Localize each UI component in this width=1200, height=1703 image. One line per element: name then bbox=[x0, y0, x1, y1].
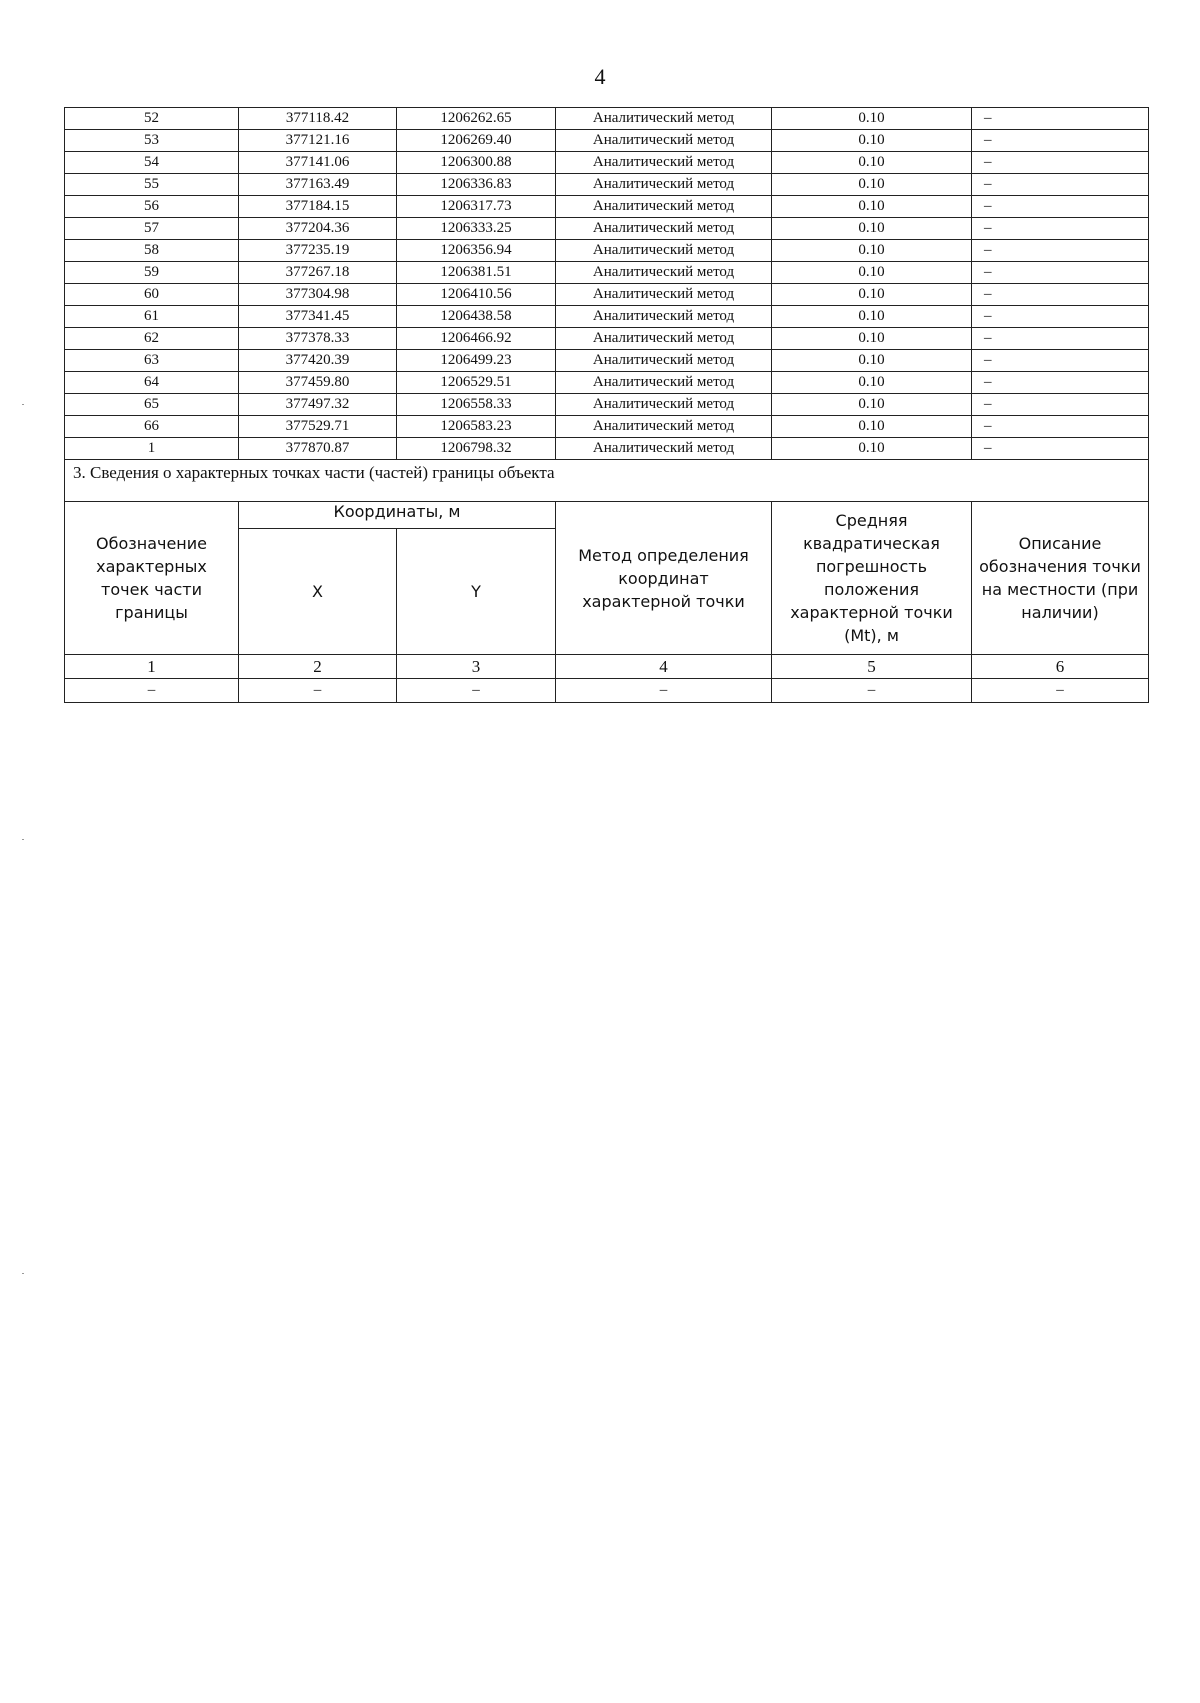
x-coordinate-cell: 377184.15 bbox=[239, 196, 397, 218]
accuracy-cell: 0.10 bbox=[772, 284, 972, 306]
description-cell: – bbox=[972, 130, 1149, 152]
point-cell: 1 bbox=[65, 438, 239, 460]
point-cell: 53 bbox=[65, 130, 239, 152]
empty-cell: – bbox=[972, 679, 1149, 703]
point-cell: 62 bbox=[65, 328, 239, 350]
point-cell: 59 bbox=[65, 262, 239, 284]
y-coordinate-cell: 1206529.51 bbox=[397, 372, 556, 394]
header-x: X bbox=[239, 529, 397, 655]
header-point: Обозначение характерных точек части границы bbox=[65, 502, 239, 655]
description-cell: – bbox=[972, 372, 1149, 394]
scan-speck bbox=[22, 839, 24, 840]
table-row bbox=[65, 196, 1149, 218]
point-cell: 57 bbox=[65, 218, 239, 240]
description-cell: – bbox=[972, 218, 1149, 240]
description-cell: – bbox=[972, 152, 1149, 174]
table-row bbox=[65, 438, 1149, 460]
y-coordinate-cell: 1206466.92 bbox=[397, 328, 556, 350]
accuracy-cell: 0.10 bbox=[772, 152, 972, 174]
method-cell: Аналитический метод bbox=[556, 328, 772, 350]
description-cell: – bbox=[972, 306, 1149, 328]
method-cell: Аналитический метод bbox=[556, 108, 772, 130]
method-cell: Аналитический метод bbox=[556, 350, 772, 372]
y-coordinate-cell: 1206262.65 bbox=[397, 108, 556, 130]
method-cell: Аналитический метод bbox=[556, 152, 772, 174]
table-row bbox=[65, 284, 1149, 306]
point-cell: 61 bbox=[65, 306, 239, 328]
table-row bbox=[65, 306, 1149, 328]
method-cell: Аналитический метод bbox=[556, 394, 772, 416]
description-cell: – bbox=[972, 350, 1149, 372]
point-cell: 66 bbox=[65, 416, 239, 438]
x-coordinate-cell: 377121.16 bbox=[239, 130, 397, 152]
point-cell: 54 bbox=[65, 152, 239, 174]
y-coordinate-cell: 1206336.83 bbox=[397, 174, 556, 196]
method-cell: Аналитический метод bbox=[556, 130, 772, 152]
header-accuracy: Средняя квадратическая погрешность положения характерной точки (Mt), м bbox=[772, 502, 972, 655]
boundary-points-table bbox=[64, 107, 1149, 703]
accuracy-cell: 0.10 bbox=[772, 394, 972, 416]
page-number: 4 bbox=[594, 64, 606, 89]
y-coordinate-cell: 1206438.58 bbox=[397, 306, 556, 328]
x-coordinate-cell: 377204.36 bbox=[239, 218, 397, 240]
x-coordinate-cell: 377235.19 bbox=[239, 240, 397, 262]
empty-cell: – bbox=[556, 679, 772, 703]
accuracy-cell: 0.10 bbox=[772, 350, 972, 372]
description-cell: – bbox=[972, 438, 1149, 460]
description-cell: – bbox=[972, 284, 1149, 306]
header-row bbox=[65, 502, 1149, 529]
y-coordinate-cell: 1206317.73 bbox=[397, 196, 556, 218]
x-coordinate-cell: 377459.80 bbox=[239, 372, 397, 394]
accuracy-cell: 0.10 bbox=[772, 328, 972, 350]
x-coordinate-cell: 377163.49 bbox=[239, 174, 397, 196]
description-cell: – bbox=[972, 174, 1149, 196]
accuracy-cell: 0.10 bbox=[772, 262, 972, 284]
accuracy-cell: 0.10 bbox=[772, 108, 972, 130]
description-cell: – bbox=[972, 416, 1149, 438]
table-row bbox=[65, 350, 1149, 372]
section-3-title-row bbox=[65, 460, 1149, 502]
point-cell: 64 bbox=[65, 372, 239, 394]
point-cell: 63 bbox=[65, 350, 239, 372]
section-3-title: 3. Сведения о характерных точках части (частей) границы объекта bbox=[65, 460, 1149, 502]
x-coordinate-cell: 377304.98 bbox=[239, 284, 397, 306]
accuracy-cell: 0.10 bbox=[772, 438, 972, 460]
point-cell: 60 bbox=[65, 284, 239, 306]
y-coordinate-cell: 1206356.94 bbox=[397, 240, 556, 262]
method-cell: Аналитический метод bbox=[556, 240, 772, 262]
table-row bbox=[65, 218, 1149, 240]
method-cell: Аналитический метод bbox=[556, 218, 772, 240]
y-coordinate-cell: 1206300.88 bbox=[397, 152, 556, 174]
description-cell: – bbox=[972, 262, 1149, 284]
scan-speck bbox=[22, 1273, 24, 1274]
column-number: 1 bbox=[65, 655, 239, 679]
table-row bbox=[65, 328, 1149, 350]
x-coordinate-cell: 377497.32 bbox=[239, 394, 397, 416]
table-row bbox=[65, 240, 1149, 262]
point-cell: 55 bbox=[65, 174, 239, 196]
x-coordinate-cell: 377870.87 bbox=[239, 438, 397, 460]
column-number: 4 bbox=[556, 655, 772, 679]
accuracy-cell: 0.10 bbox=[772, 196, 972, 218]
y-coordinate-cell: 1206410.56 bbox=[397, 284, 556, 306]
y-coordinate-cell: 1206499.23 bbox=[397, 350, 556, 372]
column-number-row bbox=[65, 655, 1149, 679]
method-cell: Аналитический метод bbox=[556, 416, 772, 438]
column-number: 2 bbox=[239, 655, 397, 679]
header-description: Описание обозначения точки на местности (при наличии) bbox=[972, 502, 1149, 655]
column-number: 3 bbox=[397, 655, 556, 679]
x-coordinate-cell: 377420.39 bbox=[239, 350, 397, 372]
scan-speck bbox=[22, 404, 24, 405]
table-row bbox=[65, 416, 1149, 438]
accuracy-cell: 0.10 bbox=[772, 306, 972, 328]
accuracy-cell: 0.10 bbox=[772, 372, 972, 394]
x-coordinate-cell: 377141.06 bbox=[239, 152, 397, 174]
x-coordinate-cell: 377341.45 bbox=[239, 306, 397, 328]
description-cell: – bbox=[972, 196, 1149, 218]
empty-data-row bbox=[65, 679, 1149, 703]
method-cell: Аналитический метод bbox=[556, 262, 772, 284]
accuracy-cell: 0.10 bbox=[772, 416, 972, 438]
description-cell: – bbox=[972, 240, 1149, 262]
table-row bbox=[65, 372, 1149, 394]
y-coordinate-cell: 1206558.33 bbox=[397, 394, 556, 416]
table-row bbox=[65, 174, 1149, 196]
header-y: Y bbox=[397, 529, 556, 655]
y-coordinate-cell: 1206381.51 bbox=[397, 262, 556, 284]
point-cell: 58 bbox=[65, 240, 239, 262]
empty-cell: – bbox=[239, 679, 397, 703]
method-cell: Аналитический метод bbox=[556, 174, 772, 196]
description-cell: – bbox=[972, 394, 1149, 416]
accuracy-cell: 0.10 bbox=[772, 240, 972, 262]
table-row bbox=[65, 152, 1149, 174]
method-cell: Аналитический метод bbox=[556, 284, 772, 306]
table-row bbox=[65, 108, 1149, 130]
point-cell: 56 bbox=[65, 196, 239, 218]
header-coordinates: Координаты, м bbox=[239, 502, 556, 529]
x-coordinate-cell: 377529.71 bbox=[239, 416, 397, 438]
table-row bbox=[65, 394, 1149, 416]
empty-cell: – bbox=[772, 679, 972, 703]
method-cell: Аналитический метод bbox=[556, 196, 772, 218]
point-cell: 65 bbox=[65, 394, 239, 416]
x-coordinate-cell: 377267.18 bbox=[239, 262, 397, 284]
empty-cell: – bbox=[65, 679, 239, 703]
accuracy-cell: 0.10 bbox=[772, 130, 972, 152]
data-rows bbox=[65, 108, 1149, 460]
table-row bbox=[65, 130, 1149, 152]
column-number: 5 bbox=[772, 655, 972, 679]
accuracy-cell: 0.10 bbox=[772, 174, 972, 196]
y-coordinate-cell: 1206798.32 bbox=[397, 438, 556, 460]
method-cell: Аналитический метод bbox=[556, 372, 772, 394]
table-row bbox=[65, 262, 1149, 284]
accuracy-cell: 0.10 bbox=[772, 218, 972, 240]
column-number: 6 bbox=[972, 655, 1149, 679]
header-method: Метод определения координат характерной точки bbox=[556, 502, 772, 655]
method-cell: Аналитический метод bbox=[556, 438, 772, 460]
x-coordinate-cell: 377378.33 bbox=[239, 328, 397, 350]
x-coordinate-cell: 377118.42 bbox=[239, 108, 397, 130]
description-cell: – bbox=[972, 328, 1149, 350]
y-coordinate-cell: 1206583.23 bbox=[397, 416, 556, 438]
y-coordinate-cell: 1206269.40 bbox=[397, 130, 556, 152]
method-cell: Аналитический метод bbox=[556, 306, 772, 328]
y-coordinate-cell: 1206333.25 bbox=[397, 218, 556, 240]
description-cell: – bbox=[972, 108, 1149, 130]
point-cell: 52 bbox=[65, 108, 239, 130]
empty-cell: – bbox=[397, 679, 556, 703]
